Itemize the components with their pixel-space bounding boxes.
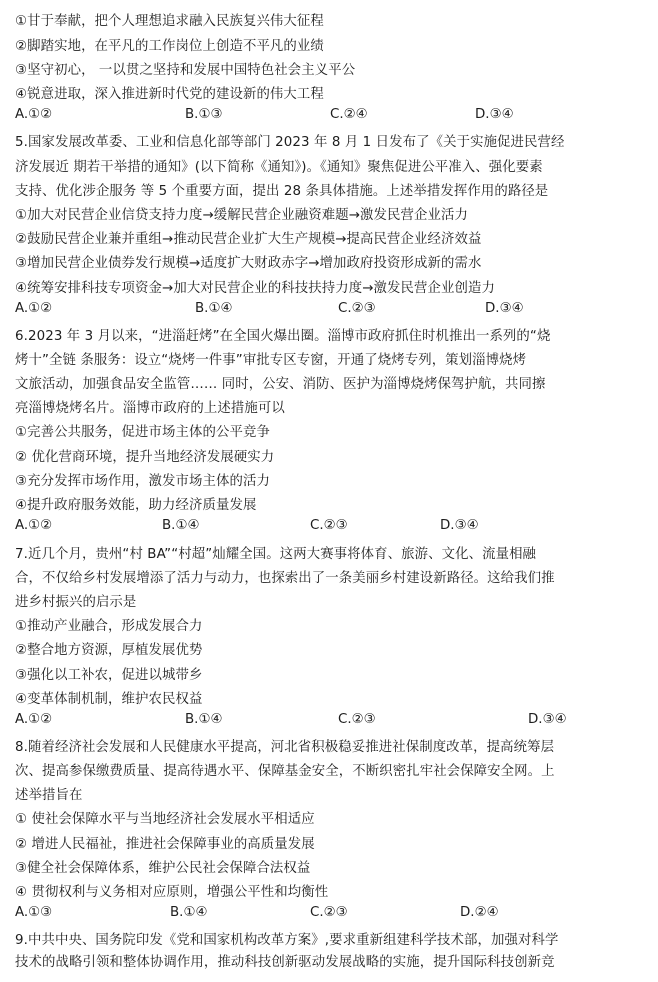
pre-item-2: ②脚踏实地，在平凡的工作岗位上创造不平凡的业绩	[15, 39, 324, 54]
q6-stem-line-2: 烤十”全链 条服务：设立“烧烤一件事”审批专区专窗，开通了烧烤专列，策划淄博烧烤	[15, 353, 527, 368]
q8-option-c: C.②③	[310, 905, 348, 920]
option-c: C.②④	[330, 107, 368, 122]
q6-item-1: ①完善公共服务，促进市场主体的公平竞争	[15, 425, 270, 440]
q8-item-2: ② 增进人民福祉，推进社会保障事业的高质量发展	[15, 837, 315, 852]
option-d: D.③④	[475, 107, 514, 122]
q8-option-b: B.①④	[170, 905, 208, 920]
q5-item-4: ④统筹安排科技专项资金→加大对民营企业的科技扶持力度→激发民营企业创造力	[15, 281, 495, 296]
q6-item-3: ③充分发挥市场作用，激发市场主体的活力	[15, 474, 270, 489]
q9-stem-line-1: 9.中共中央、国务院印发《党和国家机构改革方案》,要求重新组建科学技术部，加强对科学	[15, 933, 559, 948]
option-b: B.①③	[185, 107, 223, 122]
pre-item-4: ④锐意进取，深入推进新时代党的建设新的伟大工程	[15, 87, 324, 102]
q7-option-a: A.①②	[15, 712, 53, 727]
q5-option-d: D.③④	[485, 301, 524, 316]
q5-item-1: ①加大对民营企业信贷支持力度→缓解民营企业融资难题→激发民营企业活力	[15, 208, 468, 223]
q9-stem-line-2: 技术的战略引领和整体协调作用，推动科技创新驱动发展战略的实施，提升国际科技创新竞	[15, 955, 555, 970]
q5-item-2: ②鼓励民营企业兼并重组→推动民营企业扩大生产规模→提高民营企业经济效益	[15, 232, 482, 247]
pre-item-1: ①甘于奉献，把个人理想追求融入民族复兴伟大征程	[15, 14, 324, 29]
q6-item-2: ② 优化营商环境，提升当地经济发展硬实力	[15, 450, 275, 465]
q7-item-1: ①推动产业融合，形成发展合力	[15, 619, 203, 634]
q7-item-2: ②整合地方资源，厚植发展优势	[15, 643, 203, 658]
q7-option-d: D.③④	[528, 712, 567, 727]
q6-option-c: C.②③	[310, 518, 348, 533]
pre-item-3: ③坚守初心， 一以贯之坚持和发展中国特色社会主义平公	[15, 63, 356, 78]
q8-option-d: D.②④	[460, 905, 499, 920]
q5-stem-line-1: 5.国家发展改革委、工业和信息化部等部门 2023 年 8 月 1 日发布了《关于实施促进民营经	[15, 135, 565, 150]
q8-option-a: A.①③	[15, 905, 53, 920]
q7-stem-line-1: 7.近几个月，贵州“村 BA”“村超”灿耀全国。这两大赛事将体育、旅游、文化、流量相融	[15, 547, 537, 562]
q8-stem-line-1: 8.随着经济社会发展和人民健康水平提高，河北省积极稳妥推进社保制度改革，提高统筹层	[15, 740, 555, 755]
q6-stem-line-4: 亮淄博烧烤名片。淄博市政府的上述措施可以	[15, 401, 285, 416]
q6-stem-line-3: 文旅活动，加强食品安全监管…… 同时，公安、消防、医护为淄博烧烤保驾护航，共同擦	[15, 377, 546, 392]
q8-stem-line-3: 述举措旨在	[15, 788, 83, 803]
q8-item-3: ③健全社会保障体系，维护公民社会保障合法权益	[15, 861, 311, 876]
q7-item-3: ③强化以工补农，促进以城带乡	[15, 668, 203, 683]
q7-stem-line-2: 合，不仅给乡村发展增添了活力与动力，也探索出了一条美丽乡村建设新路径。这给我们推	[15, 571, 555, 586]
q8-stem-line-2: 次、提高参保缴费质量、提高待遇水平、保障基金安全，不断织密扎牢社会保障安全网。上	[15, 764, 555, 779]
q5-stem-line-3: 支持、优化涉企服务 等 5 个重要方面，提出 28 条具体措施。上述举措发挥作用的路径是	[15, 184, 549, 199]
q5-option-a: A.①②	[15, 301, 53, 316]
q6-option-d: D.③④	[440, 518, 479, 533]
q5-option-c: C.②③	[338, 301, 376, 316]
q5-option-b: B.①④	[195, 301, 233, 316]
q5-stem-line-2: 济发展近 期若干举措的通知》(以下简称《通知》)。《通知》聚焦促进公平准入、强化要素	[15, 160, 543, 175]
q7-stem-line-3: 进乡村振兴的启示是	[15, 595, 137, 610]
q8-item-4: ④ 贯彻权利与义务相对应原则，增强公平性和均衡性	[15, 885, 329, 900]
option-a: A.①②	[15, 107, 53, 122]
q6-stem-line-1: 6.2023 年 3 月以来，“进淄赶烤”在全国火爆出圈。淄博市政府抓住时机推出一系列的“烧	[15, 329, 551, 344]
q7-option-b: B.①④	[185, 712, 223, 727]
q7-option-c: C.②③	[338, 712, 376, 727]
q6-item-4: ④提升政府服务效能，助力经济质量发展	[15, 498, 257, 513]
q8-item-1: ① 使社会保障水平与当地经济社会发展水平相适应	[15, 812, 315, 827]
q7-item-4: ④变革体制机制，维护农民权益	[15, 692, 203, 707]
q5-item-3: ③增加民营企业债券发行规模→适度扩大财政赤字→增加政府投资形成新的需水	[15, 256, 482, 271]
q6-option-b: B.①④	[162, 518, 200, 533]
q6-option-a: A.①②	[15, 518, 53, 533]
